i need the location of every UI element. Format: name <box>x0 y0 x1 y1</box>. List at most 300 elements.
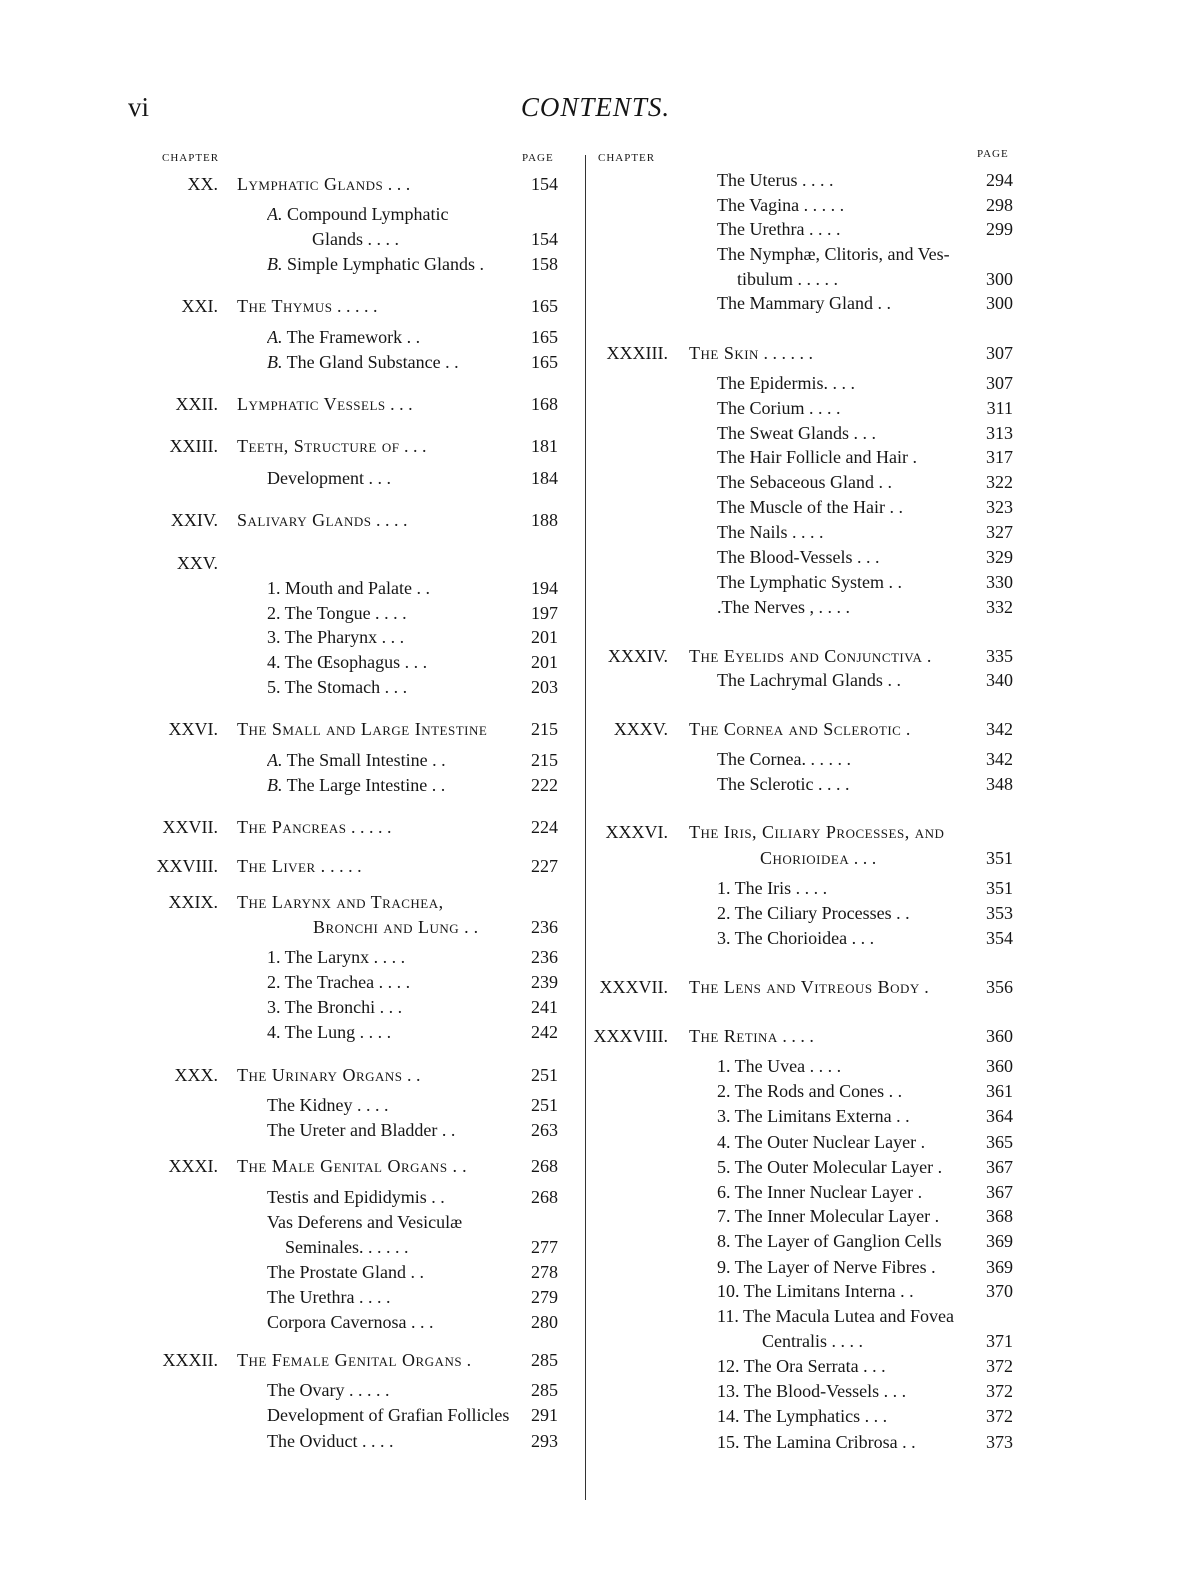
entry-title <box>717 900 979 926</box>
leader-dots: . . . <box>379 603 407 623</box>
toc-entry-row <box>0 544 1191 570</box>
toc-entry-row <box>0 1303 1191 1329</box>
toc-entry-row <box>0 845 1191 871</box>
entry-text: 4. The Outer Nuclear Layer <box>717 1132 917 1152</box>
page-ref: 224 <box>531 817 558 837</box>
entry-text: 10. The Limitans Interna . <box>717 1281 905 1301</box>
toc-chapter-row <box>0 819 1191 845</box>
entry-title <box>737 266 979 292</box>
entry-text: The Uterus <box>717 170 798 190</box>
page-ref: 356 <box>986 977 1013 997</box>
page-ref: 353 <box>986 903 1013 923</box>
chapter-number: XXXI. <box>168 1156 218 1176</box>
entry-text: The Urethra <box>717 219 805 239</box>
leader-dots: . . . <box>375 997 403 1017</box>
left-chapter-heading: CHAPTER <box>162 152 220 164</box>
leader-dots: . . <box>891 1106 910 1126</box>
toc-entry-row <box>0 1078 1191 1104</box>
page-ref: 215 <box>531 719 558 739</box>
entry-title <box>762 1328 979 1354</box>
leader-dots: . <box>462 1350 472 1370</box>
entry-text: 14. The Lymphatics . <box>717 1406 870 1426</box>
toc-entry-row <box>0 771 1191 797</box>
entry-text: Salivary Glands <box>237 510 372 530</box>
entry-text: B. Simple Lymphatic Glands <box>267 254 475 274</box>
toc-entry-row <box>0 1103 1191 1129</box>
toc-entry-row <box>0 1154 1191 1180</box>
entry-text: 12. The Ora Serrata . <box>717 1356 868 1376</box>
entry-text: The Kidney <box>267 1095 353 1115</box>
entry-text: The Mammary Gland <box>717 293 873 313</box>
page-ref: 340 <box>986 670 1013 690</box>
entry-title <box>717 746 979 772</box>
entry-text: The Nails <box>717 522 788 542</box>
entry-title <box>689 974 979 1000</box>
toc-entry-row <box>0 746 1191 772</box>
page-ref: 285 <box>531 1380 558 1400</box>
page-ref: 181 <box>531 436 558 456</box>
page-ref: 188 <box>531 510 558 530</box>
leader-dots: . . <box>891 903 910 923</box>
entry-title <box>717 875 979 901</box>
entry-text: 3. The Bronchi <box>267 997 376 1017</box>
leader-dots: . . . . . <box>805 749 851 769</box>
toc-entry-row <box>0 1254 1191 1280</box>
entry-title <box>717 569 979 595</box>
entry-title <box>717 1053 979 1079</box>
entry-title <box>717 771 979 797</box>
page-ref: 277 <box>531 1237 558 1257</box>
entry-title <box>717 1303 979 1329</box>
leader-dots: . . . . <box>805 1056 842 1076</box>
entry-text: A. The Framework . <box>267 327 412 347</box>
toc-entry-row <box>0 1403 1191 1429</box>
entry-title <box>717 469 979 495</box>
leader-dots: . . . . <box>813 597 850 617</box>
toc-entry-row <box>0 925 1191 951</box>
leader-dots: . . . . <box>827 1331 863 1351</box>
entry-text: A. The Small Intestine <box>267 750 428 770</box>
leader-dots: . . <box>415 1312 434 1332</box>
entry-text: The Skin <box>689 343 759 363</box>
entry-title <box>717 241 979 267</box>
entry-text: 1. The Larynx . <box>267 947 379 967</box>
chapter-number: XXII. <box>175 394 218 414</box>
entry-title <box>689 716 979 742</box>
page-ref: 241 <box>531 997 558 1017</box>
entry-text: Glands <box>312 229 363 249</box>
leader-dots: . . <box>857 423 876 443</box>
page-ref: 372 <box>986 1356 1013 1376</box>
leader-dots: . . . . <box>787 522 824 542</box>
entry-title <box>689 1023 979 1049</box>
leader-dots: . . <box>869 1406 888 1426</box>
leader-dots: . <box>919 977 929 997</box>
leader-dots: . . <box>426 1187 445 1207</box>
leader-dots: . <box>411 327 421 347</box>
entry-text: 11. The Macula Lutea and Fovea <box>717 1306 954 1326</box>
entry-text: 7. The Inner Molecular Layer . <box>717 1206 940 1226</box>
entry-text: 1. Mouth and Palate <box>267 578 412 598</box>
entry-text: The Lymphatic System . <box>717 572 893 592</box>
entry-text: The Corium <box>717 398 805 418</box>
entry-text: 1. The Iris <box>717 878 792 898</box>
entry-text: tibulum <box>737 269 794 289</box>
page-ref: 215 <box>531 750 558 770</box>
leader-dots: . . <box>867 1356 886 1376</box>
page-ref: 251 <box>531 1095 558 1115</box>
leader-dots: . . . <box>822 774 850 794</box>
leader-dots: . . . <box>383 972 411 992</box>
page-ref: 342 <box>986 749 1013 769</box>
leader-dots: . . . . <box>325 856 362 876</box>
toc-entry-row <box>0 395 1191 421</box>
leader-dots: . . . . <box>371 510 408 530</box>
leader-dots: . <box>892 572 902 592</box>
toc-entry-row <box>0 167 1191 193</box>
entry-text: .The Nerves , <box>717 597 814 617</box>
page-ref: 322 <box>986 472 1013 492</box>
leader-dots: . . . <box>385 394 413 414</box>
page-ref: 332 <box>986 597 1013 617</box>
leader-dots: . . . . <box>804 219 841 239</box>
toc-entry-row <box>0 469 1191 495</box>
page-ref: 168 <box>531 394 558 414</box>
toc-entry-row <box>0 1179 1191 1205</box>
leader-dots: . . <box>873 472 892 492</box>
page-ref: 372 <box>986 1381 1013 1401</box>
entry-text: Seminales. <box>285 1237 364 1257</box>
entry-text: The Cornea. <box>717 749 806 769</box>
entry-title <box>717 1403 979 1429</box>
page-ref: 154 <box>531 229 558 249</box>
page-ref: 201 <box>531 627 558 647</box>
toc-entry-row <box>0 594 1191 620</box>
entry-text: 3. The Pharynx <box>267 627 378 647</box>
page-ref: 242 <box>531 1022 558 1042</box>
chapter-number: XXXVIII. <box>593 1026 668 1046</box>
entry-text: The Liver . <box>237 856 326 876</box>
toc-chapter-row <box>0 643 1191 669</box>
toc-entry-row <box>0 1129 1191 1155</box>
page-ref: 367 <box>986 1182 1013 1202</box>
page-ref: 268 <box>531 1187 558 1207</box>
page-ref: 361 <box>986 1081 1013 1101</box>
entry-title <box>717 544 979 570</box>
entry-title <box>717 1429 979 1455</box>
entry-title <box>717 370 979 396</box>
entry-title <box>717 1179 979 1205</box>
page-ref: 342 <box>986 719 1013 739</box>
page-ref: 335 <box>986 646 1013 666</box>
page-ref: 307 <box>986 343 1013 363</box>
toc-entry-row <box>0 241 1191 267</box>
entry-text: The Male Genital Organs . <box>237 1156 458 1176</box>
entry-text: Development <box>267 468 364 488</box>
entry-title <box>717 1353 979 1379</box>
leader-dots: . . <box>402 1065 421 1085</box>
entry-title <box>760 845 979 871</box>
chapter-number: XXXIII. <box>606 343 668 363</box>
entry-text: The Sebaceous Gland <box>717 472 874 492</box>
toc-entry-row <box>0 667 1191 693</box>
leader-dots: . <box>904 1281 914 1301</box>
page-ref: 165 <box>531 352 558 372</box>
entry-title <box>717 1129 979 1155</box>
entry-text: 2. The Ciliary Processes <box>717 903 892 923</box>
toc-entry-row <box>0 192 1191 218</box>
entry-title <box>717 1203 979 1229</box>
page-ref: 323 <box>986 497 1013 517</box>
entry-text: 4. The Œsophagus <box>267 652 401 672</box>
leader-dots: . . <box>884 497 903 517</box>
toc-entry-row <box>0 1228 1191 1254</box>
entry-text: 5. The Outer Molecular Layer . <box>717 1157 943 1177</box>
leader-dots: . . . . <box>354 1287 391 1307</box>
page-ref: 360 <box>986 1026 1013 1046</box>
entry-text: The Prostate Gland <box>267 1262 406 1282</box>
chapter-number: XXVI. <box>168 719 218 739</box>
entry-text: Corpora Cavernosa . <box>267 1312 416 1332</box>
entry-title <box>717 167 979 193</box>
toc-entry-row <box>0 1429 1191 1455</box>
entry-title <box>717 444 979 470</box>
page-ref: 372 <box>986 1406 1013 1426</box>
entry-title <box>717 925 979 951</box>
leader-dots: . . <box>897 1432 916 1452</box>
chapter-number: XXVIII. <box>156 856 218 876</box>
page-ref: 298 <box>986 195 1013 215</box>
leader-dots: . . <box>856 928 875 948</box>
page-ref: 279 <box>531 1287 558 1307</box>
chapter-number: XXIII. <box>169 436 218 456</box>
entry-text: 5. The Stomach <box>267 677 381 697</box>
right-page-heading: PAGE <box>977 148 1009 160</box>
entry-title <box>717 667 979 693</box>
entry-text: The Thymus <box>237 296 333 316</box>
page-ref: 203 <box>531 677 558 697</box>
entry-text: Testis and Epididymis <box>267 1187 427 1207</box>
entry-text: A. Compound Lymphatic <box>267 204 449 224</box>
left-page-heading: PAGE <box>522 152 554 164</box>
entry-text: The Female Genital Organs <box>237 1350 463 1370</box>
leader-dots: . . . <box>363 468 391 488</box>
chapter-number: XXVII. <box>162 817 218 837</box>
page-ref: 348 <box>986 774 1013 794</box>
toc-chapter-row <box>0 716 1191 742</box>
leader-dots: . . . . <box>804 398 841 418</box>
entry-title <box>717 420 979 446</box>
leader-dots: . <box>474 254 484 274</box>
page-ref: 370 <box>986 1281 1013 1301</box>
entry-text: Vas Deferens and Vesiculæ <box>267 1212 463 1232</box>
entry-text: 9. The Layer of Nerve Fibres . <box>717 1257 936 1277</box>
entry-title <box>689 819 979 845</box>
page-ref: 194 <box>531 578 558 598</box>
leader-dots: . . . . <box>797 170 834 190</box>
toc-chapter-row <box>0 340 1191 366</box>
entry-title <box>717 1103 979 1129</box>
page-ref: 236 <box>531 947 558 967</box>
entry-text: The Ureter and Bladder . <box>267 1120 447 1140</box>
leader-dots: . . <box>405 1262 424 1282</box>
entry-text: B. The Gland Substance <box>267 352 441 372</box>
leader-dots: . <box>457 1156 467 1176</box>
entry-text: The Ovary <box>267 1380 345 1400</box>
entry-text: The Sweat Glands . <box>717 423 858 443</box>
toc-entry-row <box>0 444 1191 470</box>
entry-text: The Lachrymal Glands <box>717 670 883 690</box>
page-ref: 299 <box>986 219 1013 239</box>
chapter-number: XXX. <box>174 1065 218 1085</box>
entry-text: The Blood-Vessels <box>717 547 853 567</box>
entry-text: 13. The Blood-Vessels . <box>717 1381 889 1401</box>
leader-dots: . <box>913 1182 923 1202</box>
entry-text: Lymphatic Glands <box>237 174 384 194</box>
page-ref: 165 <box>531 327 558 347</box>
leader-dots: . . . <box>399 436 427 456</box>
page-ref: 239 <box>531 972 558 992</box>
page-ref: 364 <box>986 1106 1013 1126</box>
toc-entry-row <box>0 1328 1191 1354</box>
leader-dots: . <box>907 447 917 467</box>
entry-text: 4. The Lung <box>267 1022 356 1042</box>
page-ref: 351 <box>986 848 1013 868</box>
chapter-number: XXXII. <box>162 1350 218 1370</box>
entry-title <box>717 395 979 421</box>
entry-text: Development of Grafian Follicles <box>267 1405 510 1425</box>
leader-dots: . . . <box>849 848 877 868</box>
entry-text: The Eyelids and Conjunctiva <box>689 646 923 666</box>
page-ref: 300 <box>986 269 1013 289</box>
page-ref: 354 <box>986 928 1013 948</box>
page-ref: 369 <box>986 1257 1013 1277</box>
entry-title <box>717 192 979 218</box>
leader-dots: . . . . . <box>363 1237 409 1257</box>
entry-text: The Small and Large Intestine <box>237 719 488 739</box>
entry-text: Centralis <box>762 1331 827 1351</box>
entry-text: The Larynx and Trachea, <box>237 892 444 912</box>
entry-text: The Hair Follicle and Hair <box>717 447 908 467</box>
page-ref: 360 <box>986 1056 1013 1076</box>
leader-dots: . . <box>440 352 459 372</box>
leader-dots: . . . . . <box>346 817 392 837</box>
page-ref: 197 <box>531 603 558 623</box>
page-ref: 184 <box>531 468 558 488</box>
entry-text: Chorioidea <box>760 848 850 868</box>
leader-dots: . . . . <box>355 1022 392 1042</box>
page-ref: 311 <box>986 398 1013 418</box>
leader-dots: . <box>922 646 932 666</box>
page-ref: 371 <box>986 1331 1013 1351</box>
toc-entry-row <box>0 494 1191 520</box>
leader-dots: . . <box>411 578 430 598</box>
entry-text: 2. The Trachea . <box>267 972 384 992</box>
leader-dots: . . . . . <box>332 296 378 316</box>
toc-entry-row <box>0 1203 1191 1229</box>
leader-dots: . . . . <box>777 1026 814 1046</box>
entry-title <box>717 1228 979 1254</box>
leader-dots: . . . . . . <box>758 343 813 363</box>
page-ref: 263 <box>531 1120 558 1140</box>
page-ref: 330 <box>986 572 1013 592</box>
chapter-number: XX. <box>187 174 218 194</box>
leader-dots: . . . . <box>357 1431 394 1451</box>
page-ref: 329 <box>986 547 1013 567</box>
entry-title <box>689 340 979 366</box>
chapter-number: XXIV. <box>170 510 218 530</box>
toc-entry-row <box>0 370 1191 396</box>
toc-entry-row <box>0 519 1191 545</box>
leader-dots: . . . . <box>808 195 845 215</box>
entry-text: 15. The Lamina Cribrosa <box>717 1432 898 1452</box>
entry-title <box>717 519 979 545</box>
entry-text: The Iris, Ciliary Processes, and <box>689 822 945 842</box>
chapter-number: XXXVI. <box>605 822 668 842</box>
page-title: CONTENTS. <box>520 92 671 122</box>
leader-dots: . . . <box>378 947 406 967</box>
page-ref: 227 <box>531 856 558 876</box>
leader-dots: . . . <box>377 627 405 647</box>
chapter-number: XXXIV. <box>607 646 668 666</box>
page-ref: 268 <box>531 1156 558 1176</box>
chapter-number: XXIX. <box>168 892 218 912</box>
entry-title <box>717 1154 979 1180</box>
entry-text: Bronchi and Lung . <box>313 917 470 937</box>
page-ref: 201 <box>531 652 558 672</box>
page-ref: 158 <box>531 254 558 274</box>
toc-entry-row <box>0 1378 1191 1404</box>
toc-chapter-row <box>0 1023 1191 1049</box>
leader-dots: . <box>893 1081 903 1101</box>
entry-text: The Retina <box>689 1026 778 1046</box>
entry-text: The Lens and Vitreous Body <box>689 977 920 997</box>
toc-entry-row <box>0 569 1191 595</box>
entry-text: Lymphatic Vessels <box>237 394 386 414</box>
entry-title <box>717 1254 979 1280</box>
page-ref: 368 <box>986 1206 1013 1226</box>
leader-dots: . . . . . <box>793 269 839 289</box>
leader-dots: . . . <box>852 547 880 567</box>
entry-text: Teeth, Structure of <box>237 436 400 456</box>
toc-entry-row <box>0 420 1191 446</box>
toc-entry-row <box>0 216 1191 242</box>
toc-chapter-row <box>0 974 1191 1000</box>
entry-text: The Epidermis. <box>717 373 828 393</box>
right-chapter-heading: CHAPTER <box>598 152 656 164</box>
entry-title <box>717 290 979 316</box>
page-ref: 278 <box>531 1262 558 1282</box>
entry-title <box>717 594 979 620</box>
chapter-number: XXV. <box>176 553 218 573</box>
toc-entry-row <box>0 1278 1191 1304</box>
page-ref: 351 <box>986 878 1013 898</box>
leader-dots: . . <box>872 293 891 313</box>
toc-entry-row <box>0 875 1191 901</box>
leader-dots: . . <box>427 750 446 770</box>
entry-text: The Pancreas <box>237 817 347 837</box>
leader-dots: . <box>436 775 446 795</box>
page-ref: 313 <box>986 423 1013 443</box>
page-ref: 327 <box>986 522 1013 542</box>
leader-dots: . . . . <box>352 1095 389 1115</box>
entry-text: The Sclerotic . <box>717 774 823 794</box>
page-ref: 373 <box>986 1432 1013 1452</box>
entry-text: The Urethra <box>267 1287 355 1307</box>
entry-text: The Urinary Organs <box>237 1065 403 1085</box>
entry-title <box>717 494 979 520</box>
entry-text: 2. The Tongue . <box>267 603 380 623</box>
